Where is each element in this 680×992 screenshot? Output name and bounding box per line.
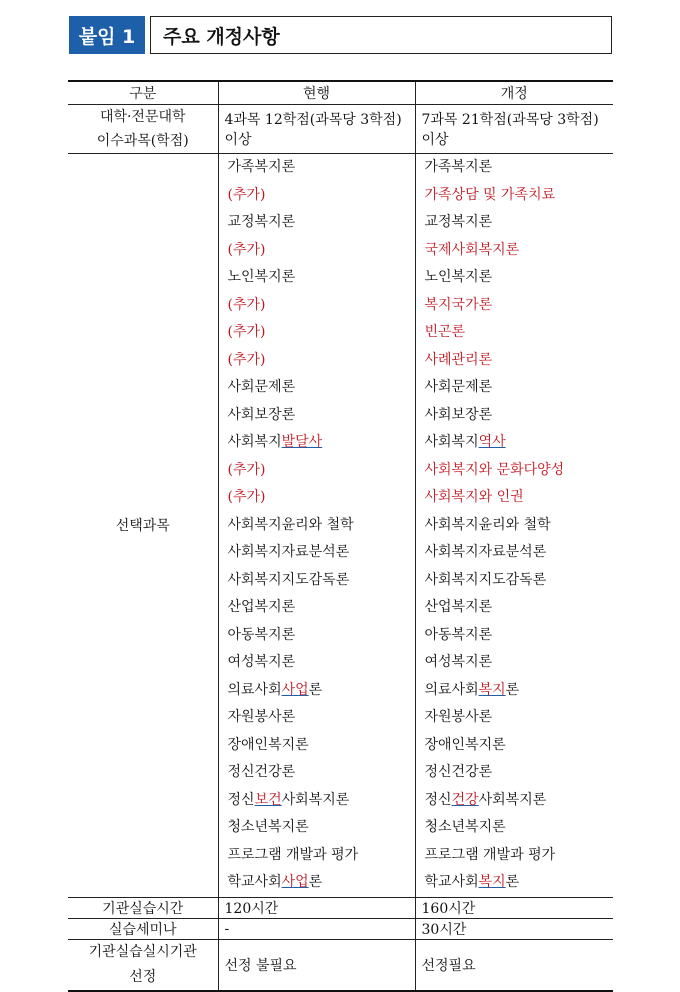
revised-course-item: [425, 869, 614, 897]
current-course-text: 노인복지론: [227, 269, 296, 285]
elective-label: 선택과목: [68, 154, 218, 898]
revised-course-text: 청소년복지론: [424, 819, 506, 835]
revised-course-item: [425, 292, 614, 320]
revised-course-item: [425, 319, 614, 347]
revised-course-text: 가족상담 및 가족치료: [424, 186, 556, 203]
institution-label-line: 기관실습실시기관: [88, 943, 197, 960]
revised-course-text: 산업복지론: [424, 599, 493, 615]
credits-label-line: 대학·전문대학: [99, 109, 186, 125]
current-course-item: [228, 869, 415, 897]
revised-course-item: [425, 594, 614, 622]
table-row-practice-hours: [68, 897, 613, 918]
current-course-item: [228, 649, 415, 677]
current-course-item: [228, 402, 415, 430]
institution-revised: 선정필요: [415, 939, 613, 991]
current-course-item: [228, 814, 415, 842]
revised-course-text: 사회복지론: [478, 791, 547, 808]
current-course-text: (추가): [227, 296, 266, 313]
revised-course-item: [425, 457, 614, 485]
current-course-item: [228, 787, 415, 815]
attachment-badge: 붙임 1: [69, 16, 145, 54]
revised-course-text: 사회복지와 인권: [424, 489, 524, 505]
revised-course-item: [425, 182, 614, 210]
current-course-text: 론: [308, 874, 323, 890]
seminar-revised: 30시간: [415, 918, 613, 939]
revised-course-item: [425, 402, 614, 430]
current-course-cell: [218, 154, 415, 898]
current-course-item: [228, 842, 415, 870]
revised-course-text: 학교사회: [424, 874, 479, 890]
revised-course-text: 사회복지자료분석론: [424, 544, 547, 560]
revised-course-text: 사례관리론: [424, 351, 493, 368]
header-revised: 개정: [415, 81, 613, 105]
revised-course-text: 론: [505, 874, 520, 890]
current-course-text: 사업: [281, 681, 309, 698]
current-course-item: [228, 347, 415, 375]
current-course-text: 사회복지론: [281, 791, 350, 808]
current-course-text: 청소년복지론: [227, 819, 309, 835]
practice-hours-label: 기관실습시간: [68, 897, 218, 918]
revised-course-text: 정신건강론: [424, 764, 493, 780]
revised-course-item: [425, 814, 614, 842]
current-course-item: [228, 264, 415, 292]
revised-course-item: [425, 374, 614, 402]
revised-course-text: 가족복지론: [424, 159, 493, 175]
revised-course-item: [425, 264, 614, 292]
credits-revised: 7과목 21학점(과목당 3학점) 이상: [415, 105, 613, 154]
header-category: 구분: [68, 81, 218, 105]
revised-course-item: [425, 759, 614, 787]
revised-course-text: 사회보장론: [424, 406, 493, 423]
current-course-item: [228, 677, 415, 705]
current-course-item: [228, 704, 415, 732]
current-course-text: 론: [308, 681, 323, 698]
revised-course-text: 사회문제론: [424, 379, 493, 395]
current-course-item: [228, 209, 415, 237]
current-course-text: 의료사회: [227, 681, 282, 698]
credits-current: 4과목 12학점(과목당 3학점) 이상: [218, 105, 415, 154]
current-course-text: 가족복지론: [227, 159, 296, 175]
revised-course-item: [425, 732, 614, 760]
revised-course-item: [425, 154, 614, 182]
credits-label-line: 이수과목(학점): [96, 133, 189, 149]
revised-course-item: [425, 567, 614, 595]
revised-course-item: [425, 704, 614, 732]
current-course-item: [228, 457, 415, 485]
current-course-text: 발달사: [281, 434, 323, 450]
current-course-text: 정신: [227, 791, 255, 808]
revised-course-item: [425, 787, 614, 815]
revised-course-item: [425, 512, 614, 540]
institution-label-line: 선정: [129, 968, 157, 985]
revised-course-text: 노인복지론: [424, 269, 493, 285]
revised-course-text: 사회복지와 문화다양성: [424, 461, 565, 478]
revised-course-list: [416, 154, 614, 897]
current-course-text: 여성복지론: [227, 654, 296, 670]
revised-course-text: 의료사회: [424, 681, 479, 698]
revised-course-text: 교정복지론: [424, 214, 493, 230]
current-course-text: 사회복지윤리와 철학: [227, 516, 354, 533]
revised-course-item: [425, 347, 614, 375]
revised-course-cell: [415, 154, 613, 898]
table-header-row: [68, 81, 613, 105]
revised-course-text: 복지: [478, 874, 506, 890]
current-course-text: (추가): [227, 461, 266, 478]
revised-course-text: 빈곤론: [424, 324, 466, 340]
current-course-list: [219, 154, 415, 897]
current-course-item: [228, 484, 415, 512]
current-course-text: 자원봉사론: [227, 709, 296, 725]
revised-course-item: [425, 539, 614, 567]
revised-course-item: [425, 649, 614, 677]
current-course-text: 장애인복지론: [227, 736, 309, 753]
current-course-item: [228, 292, 415, 320]
revised-course-text: 국제사회복지론: [424, 241, 520, 258]
current-course-text: (추가): [227, 351, 266, 368]
revised-course-text: 사회복지윤리와 철학: [424, 516, 551, 533]
revised-course-text: 론: [505, 681, 520, 698]
revised-course-text: 아동복지론: [424, 626, 493, 643]
current-course-item: [228, 759, 415, 787]
current-course-item: [228, 732, 415, 760]
table-row-electives: [68, 154, 613, 898]
practice-hours-current: 120시간: [218, 897, 415, 918]
current-course-text: (추가): [227, 186, 266, 203]
current-course-item: [228, 319, 415, 347]
revised-course-text: 프로그램 개발과 평가: [424, 846, 556, 863]
page-title: 주요 개정사항: [150, 16, 612, 54]
revised-course-item: [425, 237, 614, 265]
current-course-text: 사회보장론: [227, 406, 296, 423]
revised-course-text: 사회복지지도감독론: [424, 571, 547, 588]
revision-table: [68, 80, 613, 992]
current-course-text: 학교사회: [227, 874, 282, 890]
revised-course-item: [425, 484, 614, 512]
current-course-item: [228, 237, 415, 265]
revised-course-item: [425, 677, 614, 705]
revised-course-text: 복지국가론: [424, 296, 493, 313]
current-course-text: 보건: [254, 791, 282, 808]
current-course-text: 사회복지자료분석론: [227, 544, 350, 560]
table-row-credits: [68, 105, 613, 154]
revised-course-text: 건강: [451, 791, 479, 808]
current-course-text: 산업복지론: [227, 599, 296, 615]
current-course-item: [228, 567, 415, 595]
institution-current: 선정 불필요: [218, 939, 415, 991]
revised-course-text: 사회복지: [424, 434, 479, 450]
revised-course-item: [425, 842, 614, 870]
seminar-label: 실습세미나: [68, 918, 218, 939]
current-course-item: [228, 154, 415, 182]
current-course-item: [228, 622, 415, 650]
revised-course-text: 역사: [478, 434, 506, 450]
revised-course-item: [425, 209, 614, 237]
current-course-item: [228, 429, 415, 457]
credits-label: [68, 105, 218, 154]
current-course-text: 정신건강론: [227, 764, 296, 780]
revised-course-text: 여성복지론: [424, 654, 493, 670]
current-course-item: [228, 374, 415, 402]
revised-course-text: 장애인복지론: [424, 736, 506, 753]
header-current: 현행: [218, 81, 415, 105]
current-course-text: 아동복지론: [227, 626, 296, 643]
revised-course-item: [425, 622, 614, 650]
revised-course-text: 복지: [478, 681, 506, 698]
current-course-text: 프로그램 개발과 평가: [227, 846, 359, 863]
current-course-item: [228, 182, 415, 210]
current-course-text: 사회복지: [227, 434, 282, 450]
current-course-text: (추가): [227, 324, 266, 340]
current-course-item: [228, 594, 415, 622]
revised-course-text: 정신: [424, 791, 452, 808]
revised-course-item: [425, 429, 614, 457]
current-course-text: 교정복지론: [227, 214, 296, 230]
current-course-text: (추가): [227, 241, 266, 258]
current-course-text: 사회문제론: [227, 379, 296, 395]
current-course-text: 사업: [281, 874, 309, 890]
current-course-item: [228, 512, 415, 540]
practice-hours-revised: 160시간: [415, 897, 613, 918]
table-row-seminar: [68, 918, 613, 939]
revised-course-text: 자원봉사론: [424, 709, 493, 725]
current-course-text: 사회복지지도감독론: [227, 571, 350, 588]
current-course-item: [228, 539, 415, 567]
seminar-current: -: [218, 918, 415, 939]
current-course-text: (추가): [227, 489, 266, 505]
